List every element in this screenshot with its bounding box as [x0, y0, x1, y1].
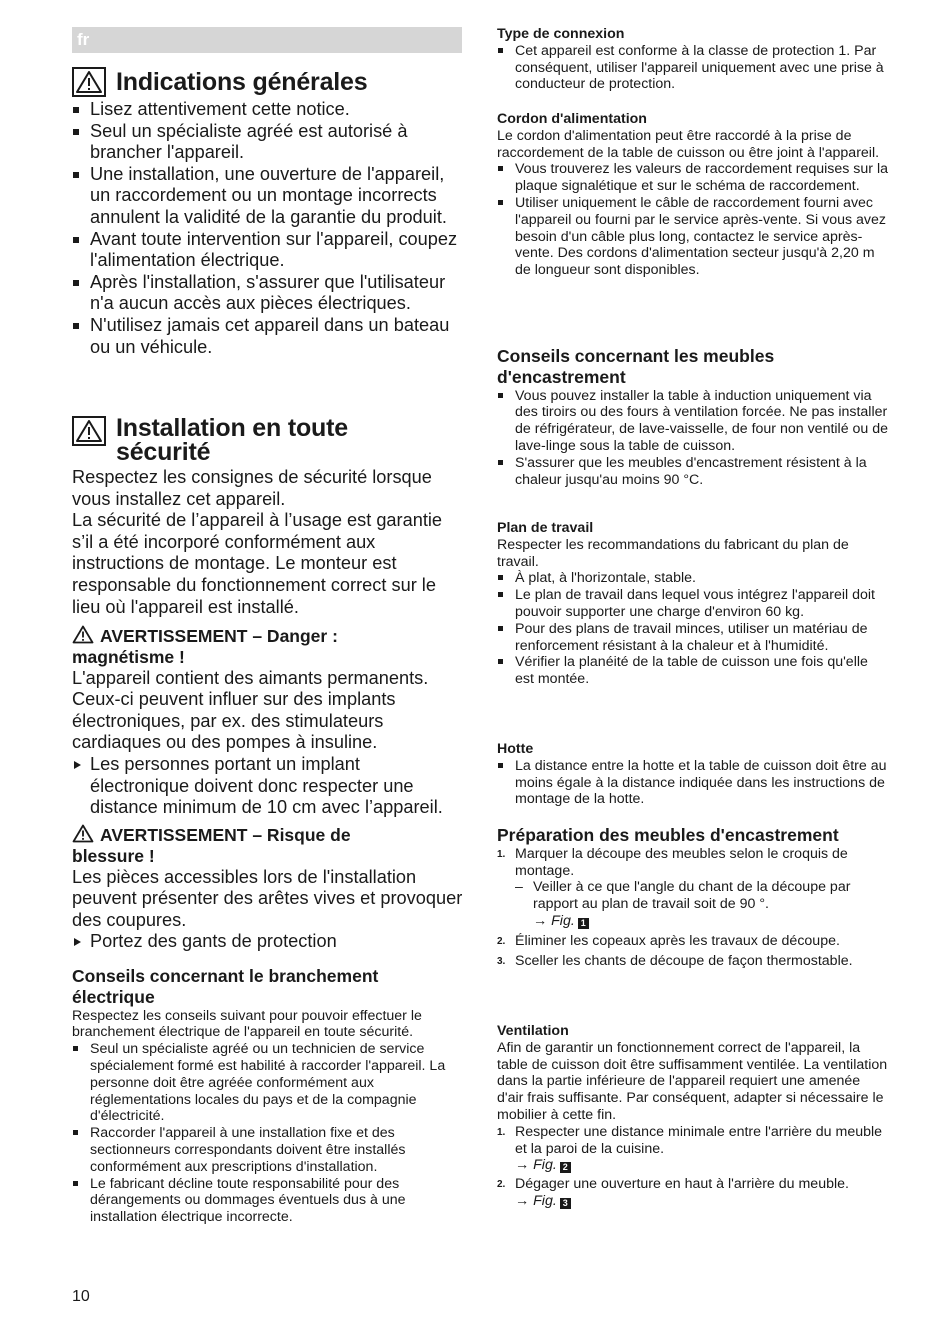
list-item: À plat, à l'horizontale, stable.: [497, 570, 889, 587]
warning-icon: [72, 67, 106, 97]
figure-reference: → Fig.: [533, 912, 575, 929]
figure-number-badge: 3: [560, 1198, 571, 1209]
warning-injury: [72, 824, 464, 953]
step-item: [497, 846, 889, 880]
step-text: Éliminer les copeaux après les travaux de découpe.: [515, 932, 840, 949]
general-list: [72, 99, 464, 358]
connection-title: Type de connexion: [497, 26, 625, 42]
electrical-title: Conseils concernant le branchement électrique: [72, 966, 379, 1007]
list-item: Vérifier la planéité de la table de cuisson une fois qu'elle est montée.: [497, 654, 889, 688]
connection-section: [497, 26, 889, 93]
warning-magnetism-title-line2: magnétisme !: [72, 646, 185, 667]
list-item: Avant toute intervention sur l'appareil, coupez l'alimentation électrique.: [72, 229, 464, 272]
sub-step-item: [497, 879, 889, 929]
worktop-section: [497, 520, 889, 688]
warning-injury-title: [72, 824, 464, 867]
preparation-section: [497, 825, 889, 969]
step-text: Marquer la découpe des meubles selon le croquis de montage.: [515, 845, 848, 879]
power-cord-section: [497, 111, 889, 279]
warning-magnetism: [72, 625, 464, 819]
list-item: La distance entre la hotte et la table de cuisson doit être au moins égale à la distance indiquée dans les instructions de montage de la hotte.: [497, 758, 889, 808]
furniture-advice-title: [497, 346, 889, 388]
general-title: Indications générales: [116, 68, 368, 96]
safe-install-heading: [72, 416, 464, 464]
list-item: Cet appareil est conforme à la classe de protection 1. Par conséquent, utiliser l'appareil uniquement avec une prise à conducteur de protection.: [497, 43, 889, 93]
figure-number-badge: 1: [578, 918, 589, 929]
warning-injury-title-line1: AVERTISSEMENT – Risque de: [100, 825, 351, 845]
safe-install-title-line2: sécurité: [116, 438, 211, 466]
furniture-advice-title-line1: Conseils concernant les meubles: [497, 346, 775, 366]
list-item: Utiliser uniquement le câble de raccordement fourni avec l'appareil ou fourni par le service après-vente. Si vous avez besoin d'un câble plus long, contactez le service après-vente. Des cordons d'alimentation secteur jusqu'à 2,20 m de longueur sont disponibles.: [497, 195, 889, 279]
hood-section: [497, 741, 889, 808]
power-cord-title: Cordon d'alimentation: [497, 111, 647, 127]
step-item: [497, 953, 889, 970]
furniture-advice-title-line2: d'encastrement: [497, 366, 626, 387]
power-cord-intro: Le cordon d'alimentation peut être raccordé à la prise de raccordement de la table de cuisson ou être joint à l'appareil.: [497, 127, 880, 161]
safe-install-body: [72, 467, 464, 618]
list-item: Après l'installation, s'assurer que l'utilisateur n'a aucun accès aux pièces électriques.: [72, 272, 464, 315]
step-number: 3.: [497, 955, 506, 967]
warning-injury-text: Les pièces accessibles lors de l'installation peuvent présenter des arêtes vives et provoquer des coupures.: [72, 866, 463, 930]
safe-install-title-line1: Installation en toute: [116, 414, 348, 442]
figure-number-badge: 2: [560, 1162, 571, 1173]
ventilation-intro: Afin de garantir un fonctionnement correct de l'appareil, la table de cuisson doit être suffisamment ventilée. La ventilation dans la partie inférieure de l'appareil requiert une amenée d'air frais suffisante. Par conséquent, adapter si nécessaire le mobilier à cette fin.: [497, 1039, 888, 1123]
figure-reference: → Fig.: [515, 1192, 557, 1209]
list-item: Seul un spécialiste agréé est autorisé à brancher l'appareil.: [72, 121, 464, 164]
step-item: [497, 1176, 889, 1210]
step-text: Respecter une distance minimale entre l'arrière du meuble et la paroi de la cuisine.: [515, 1123, 883, 1157]
warning-triangle-icon: [72, 824, 94, 843]
language-bar: [72, 27, 462, 53]
list-item: N'utilisez jamais cet appareil dans un bateau ou un véhicule.: [72, 315, 464, 358]
ventilation-title: Ventilation: [497, 1023, 569, 1039]
warning-magnetism-title-line1: AVERTISSEMENT – Danger :: [100, 626, 338, 646]
general-heading: [72, 67, 464, 97]
step-number: 2.: [497, 1179, 506, 1191]
step-number: 1.: [497, 848, 506, 860]
warning-injury-action: Portez des gants de protection: [72, 931, 464, 953]
list-item: Raccorder l'appareil à une installation fixe et des sectionneurs correspondants doivent être installés conformément aux prescriptions d'installation.: [72, 1125, 464, 1175]
furniture-advice-section: [497, 346, 889, 488]
warning-injury-title-line2: blessure !: [72, 845, 155, 866]
list-item: Lisez attentivement cette notice.: [72, 99, 464, 121]
hood-title: Hotte: [497, 741, 534, 757]
safe-install-title: [116, 416, 348, 464]
list-item: Vous trouverez les valeurs de raccordement requises sur la plaque signalétique et sur le schéma de raccordement.: [497, 161, 889, 195]
ventilation-section: [497, 1023, 889, 1210]
list-item: Une installation, une ouverture de l'appareil, un raccordement ou un montage incorrects annulent la validité de la garantie du produit.: [72, 164, 464, 229]
page-number: 10: [72, 1288, 90, 1305]
step-number: 1.: [497, 1126, 506, 1138]
preparation-title: Préparation des meubles d'encastrement: [497, 825, 839, 845]
warning-icon: [72, 416, 106, 446]
list-item: Seul un spécialiste agréé ou un technicien de service spécialement formé est habilité à raccorder l'appareil. La personne doit être agréée conformément aux réglementations locales du pays et de la compagnie d'électricité.: [72, 1041, 464, 1125]
list-item: Le fabricant décline toute responsabilité pour des dérangements ou dommages éventuels dus à une installation électrique incorrecte.: [72, 1176, 464, 1226]
list-item: S'assurer que les meubles d'encastrement résistent à la chaleur jusqu'au moins 90 °C.: [497, 455, 889, 489]
sub-step-text: Veiller à ce que l'angle du chant de la découpe par rapport au plan de travail soit de 90 °.: [533, 879, 851, 913]
safe-install-intro1: Respectez les consignes de sécurité lorsque vous installez cet appareil.: [72, 467, 432, 509]
warning-triangle-icon: [72, 625, 94, 644]
list-item: Pour des plans de travail minces, utiliser un matériau de renforcement résistant à la chaleur et à l'humidité.: [497, 621, 889, 655]
language-code: fr: [77, 30, 90, 49]
warning-magnetism-title: [72, 625, 464, 668]
warning-magnetism-action: Les personnes portant un implant électronique doivent donc respecter une distance minimum de 10 cm avec l’appareil.: [72, 754, 464, 819]
electrical-section: [72, 966, 464, 1226]
worktop-intro: Respecter les recommandations du fabricant du plan de travail.: [497, 536, 849, 570]
step-item: [497, 933, 889, 950]
list-item: Le plan de travail dans lequel vous intégrez l'appareil doit pouvoir supporter une charge d'environ 60 kg.: [497, 587, 889, 621]
electrical-intro: Respectez les conseils suivant pour pouvoir effectuer le branchement électrique de l'appareil en toute sécurité.: [72, 1007, 422, 1041]
step-text: Sceller les chants de découpe de façon thermostable.: [515, 952, 853, 969]
step-number: 2.: [497, 935, 506, 947]
step-text: Dégager une ouverture en haut à l'arrière du meuble.: [515, 1176, 849, 1193]
step-item: [497, 1124, 889, 1174]
worktop-title: Plan de travail: [497, 520, 594, 536]
list-item: Vous pouvez installer la table à induction uniquement via des tiroirs ou des fours à ventilation forcée. Ne pas installer de réfrigérateur, de lave-vaisselle, de four non ventilé ou de lave-linge sous la table de cuisson.: [497, 388, 889, 455]
safe-install-intro2: La sécurité de l’appareil à l’usage est garantie s’il a été incorporé conformément aux instructions de montage. Le monteur est responsable du fonctionnement correct sur le lieu où l'appareil est installé.: [72, 510, 443, 617]
figure-reference: → Fig.: [515, 1157, 557, 1174]
warning-magnetism-text: L'appareil contient des aimants permanents. Ceux-ci peuvent influer sur des implants électroniques, par ex. des stimulateurs cardiaques ou des pompes à insuline.: [72, 667, 429, 753]
